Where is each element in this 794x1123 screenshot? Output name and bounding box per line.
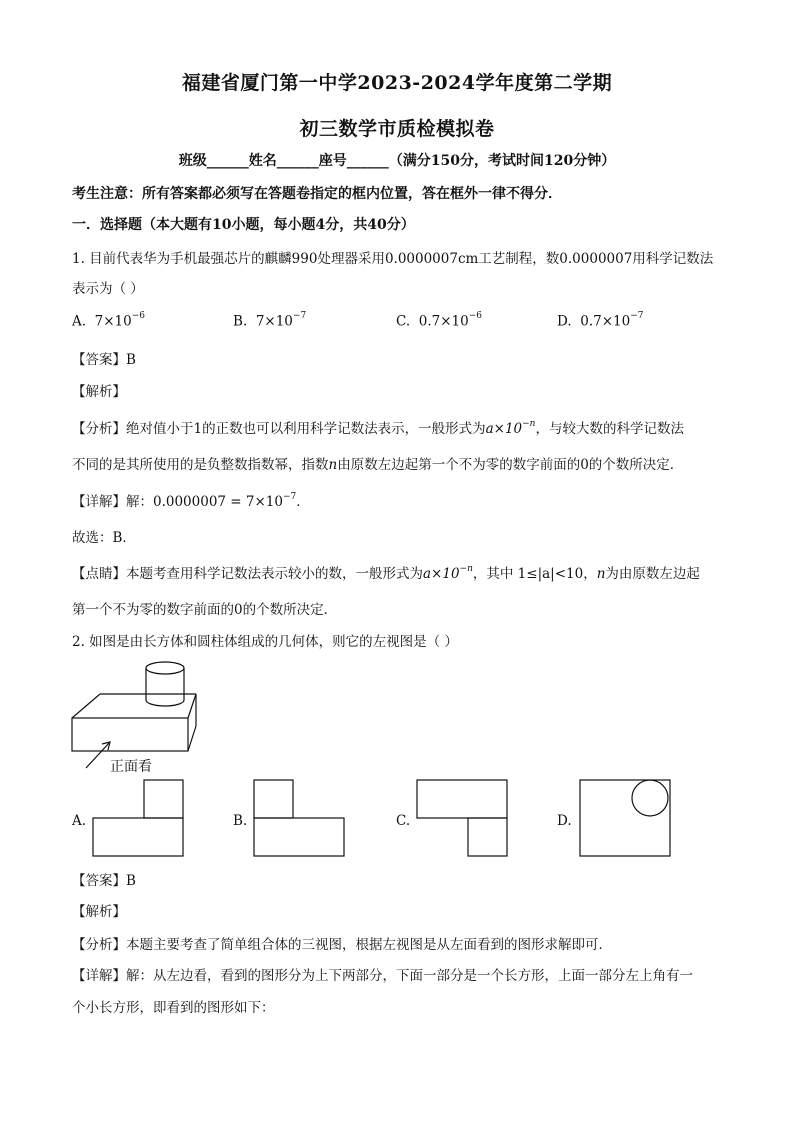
q1-choice: 故选：B． (72, 530, 136, 546)
small-rect (144, 780, 183, 818)
square (580, 780, 670, 856)
q2-option-a-figure (92, 779, 186, 859)
formula-exp: −n (459, 563, 473, 574)
option-exp: −6 (468, 311, 482, 321)
option-base: 7×10 (94, 313, 132, 330)
q1-jiexi: 【解析】 (72, 384, 126, 400)
option-base: 0.7×10 (418, 313, 469, 330)
small-rect (468, 818, 507, 856)
q2-option-d-figure (579, 779, 673, 859)
option-exp: −7 (292, 311, 307, 321)
formula: a×10 (485, 421, 523, 437)
small-rect (254, 780, 293, 818)
q2-option-a-letter: A. (72, 813, 87, 829)
big-rect (93, 818, 183, 856)
text: 【详解】解：0.0000007 = 7×10 (72, 494, 283, 510)
formula: a×10 (423, 566, 460, 582)
q2-analysis: 【分析】本题主要考查了简单组合体的三视图，根据左视图是从左面看到的图形求解即可． (72, 937, 612, 953)
q1-comment-line1 (72, 562, 732, 582)
q1-stem-line2: 表示为（ ） (72, 281, 144, 297)
option-exp: −6 (131, 311, 146, 321)
q2-option-b-letter: B. (233, 813, 248, 829)
q2-jiexi: 【解析】 (72, 904, 126, 920)
q2-option-b-figure (253, 779, 347, 859)
q1-option-c (396, 313, 482, 330)
big-rect (417, 780, 507, 818)
q1-option-d (557, 313, 643, 330)
text: 【点睛】本题考查用科学记数法表示较小的数，一般形式为 (72, 566, 423, 582)
q1-analysis-line2 (72, 453, 732, 473)
variable-n: n (596, 566, 606, 582)
text: 不同的是其所使用的是负整数指数幂，指数 (72, 457, 329, 473)
q1-option-b (233, 313, 306, 330)
text: ，与较大数的科学记数法 (535, 421, 684, 437)
q2-option-c-letter: C. (396, 813, 411, 829)
q1-analysis-line1 (72, 417, 732, 437)
formula-exp: −7 (282, 491, 297, 502)
text: 由原数左边起第一个不为零的数字前面的0的个数所决定． (337, 457, 684, 473)
text: ． (296, 494, 310, 510)
q2-detail-line1: 【详解】解：从左边看，看到的图形分为上下两部分，下面一部分是一个长方形，上面一部分左上角有一 (72, 968, 693, 984)
q1-option-a (72, 313, 145, 330)
option-letter: C. (396, 313, 411, 330)
option-base: 0.7×10 (580, 313, 631, 330)
option-exp: −7 (630, 311, 644, 321)
q1-detail (72, 490, 732, 510)
q1-comment-line2: 第一个不为零的数字前面的0的个数所决定． (72, 602, 338, 618)
formula-exp: −n (522, 418, 536, 429)
q1-stem-line1: 1. 目前代表华为手机最强芯片的麒麟990处理器采用0.0000007cm工艺制程，数0.0000007用科学记数法 (72, 251, 714, 267)
text: 为由原数左边起 (605, 566, 700, 582)
cylinder-bottom (146, 700, 184, 706)
q2-detail-line2: 个小长方形，即看到的图形如下： (72, 1000, 275, 1016)
cuboid-side-bottom-edge (188, 726, 196, 751)
text: 【分析】绝对值小于1的正数也可以利用科学记数法表示，一般形式为 (72, 421, 486, 437)
exam-title: 福建省厦门第一中学2023-2024学年度第二学期 (181, 72, 613, 94)
view-arrow-line (86, 742, 110, 768)
option-letter: B. (233, 313, 248, 330)
q2-stem: 2. 如图是由长方体和圆柱体组成的几何体，则它的左视图是（ ） (72, 634, 458, 650)
q1-answer: 【答案】B (72, 352, 136, 368)
cuboid-front-face (72, 718, 188, 751)
cuboid-top-left-edge (72, 694, 100, 718)
variable-n: n (328, 457, 338, 473)
cuboid-top-right-edge (188, 694, 196, 718)
option-letter: A. (72, 313, 87, 330)
option-base: 7×10 (255, 313, 293, 330)
q2-option-d-letter: D. (557, 813, 572, 829)
front-view-label: 正面看 (110, 759, 152, 775)
circle (632, 780, 668, 816)
student-info-line: 班级______姓名______座号______（满分150分，考试时间120分钟） (178, 153, 616, 169)
section-heading: 一．选择题（本大题有10小题，每小题4分，共40分） (72, 217, 415, 233)
q2-option-c-figure (416, 779, 510, 859)
text: ，其中 1≤|a|<10， (472, 566, 597, 582)
exam-notice: 考生注意：所有答案都必须写在答题卷指定的框内位置，答在框外一律不得分． (72, 186, 562, 202)
q2-answer: 【答案】B (72, 873, 136, 889)
option-letter: D. (557, 313, 572, 330)
exam-subtitle: 初三数学市质检模拟卷 (299, 118, 495, 140)
big-rect (254, 818, 344, 856)
cylinder-top (146, 662, 184, 674)
